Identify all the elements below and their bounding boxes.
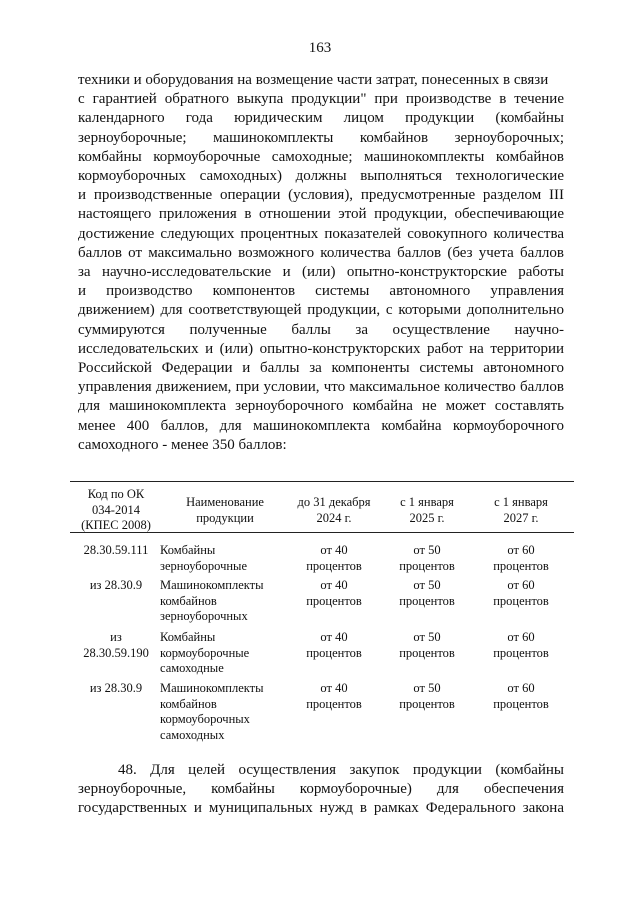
text-line: зерноуборочные; машинокомплекты комбайнов зерноуборочных; bbox=[78, 129, 564, 146]
cell-line: процентов bbox=[306, 558, 362, 573]
text-line: и производственные операции (условия), предусмотренные разделом III bbox=[78, 187, 564, 204]
table-top-rule bbox=[70, 481, 574, 482]
cell-line: процентов bbox=[493, 593, 549, 608]
header-line: с 1 января bbox=[494, 495, 548, 509]
paragraph-48 bbox=[78, 761, 564, 819]
header-line: 2025 г. bbox=[409, 510, 445, 525]
header-line: Код по ОК bbox=[87, 487, 145, 501]
cell-line: от 40 bbox=[320, 578, 348, 592]
text-line: календарного года юридическим лицом продукции (комбайны bbox=[78, 110, 564, 127]
text-line: Российской Федерации и баллы за компоненты системы автономного bbox=[78, 360, 564, 377]
cell-line: от 50 bbox=[413, 630, 441, 644]
row-name bbox=[160, 578, 290, 625]
header-line: 2024 г. bbox=[316, 510, 352, 525]
cell-line: из bbox=[110, 630, 122, 644]
cell-line: процентов bbox=[399, 593, 455, 608]
header-2027 bbox=[474, 495, 568, 526]
cell-line: из 28.30.9 bbox=[89, 578, 143, 592]
text-line: государственных и муниципальных нужд в рамках Федерального закона bbox=[78, 800, 564, 817]
cell-line: комбайнов bbox=[160, 593, 217, 608]
text-line: управления движением, при условии, что максимальное количество баллов bbox=[78, 379, 564, 396]
row-code bbox=[72, 681, 160, 697]
header-code bbox=[72, 487, 160, 534]
row-value-2024 bbox=[288, 578, 380, 609]
header-line: 2027 г. bbox=[503, 510, 539, 525]
cell-line: кормоуборочные bbox=[160, 645, 250, 660]
row-value-2027 bbox=[474, 578, 568, 609]
row-value-2027 bbox=[474, 681, 568, 712]
cell-line: процентов bbox=[306, 696, 362, 711]
row-value-2027 bbox=[474, 630, 568, 661]
text-line: достижение следующих процентных показателей совокупного количества bbox=[78, 225, 564, 242]
header-line: (КПЕС 2008) bbox=[81, 518, 151, 532]
row-name bbox=[160, 543, 290, 574]
text-line: исследовательских и (или) опытно-конструкторских работ на территории bbox=[78, 340, 564, 357]
cell-line: 28.30.59.111 bbox=[83, 543, 149, 557]
text-line: зерноуборочные, комбайны кормоуборочные) для обеспечения bbox=[78, 781, 564, 798]
text-line: и производство компонентов системы автономного управления bbox=[78, 283, 564, 300]
text-line: за научно-исследовательские и (или) опытно-конструкторские работы bbox=[78, 264, 564, 281]
cell-line: Комбайны bbox=[160, 543, 216, 557]
text-line: суммируются полученные баллы за осуществление научно- bbox=[78, 321, 564, 338]
cell-line: процентов bbox=[493, 558, 549, 573]
text-line: настоящего приложения в отношении этой продукции, обеспечивающие bbox=[78, 206, 564, 223]
text-line: менее 400 баллов, для машинокомплекта комбайна кормоуборочного bbox=[78, 417, 564, 434]
row-name bbox=[160, 681, 290, 743]
cell-line: процентов bbox=[306, 645, 362, 660]
row-name bbox=[160, 630, 290, 677]
cell-line: самоходных bbox=[160, 727, 225, 742]
row-value-2024 bbox=[288, 681, 380, 712]
text-line: с гарантией обратного выкупа продукции" при производстве в течение bbox=[78, 91, 564, 108]
cell-line: зерноуборочные bbox=[160, 558, 247, 573]
row-code bbox=[72, 630, 160, 661]
cell-line: процентов bbox=[306, 593, 362, 608]
cell-line: из 28.30.9 bbox=[89, 681, 143, 695]
row-value-2027 bbox=[474, 543, 568, 574]
text-line: для машинокомплекта зерноуборочного комбайна не может составлять bbox=[78, 398, 564, 415]
row-value-2024 bbox=[288, 630, 380, 661]
cell-line: комбайнов bbox=[160, 696, 217, 711]
text-line: комбайны кормоуборочные самоходные; машинокомплекты комбайнов bbox=[78, 148, 564, 165]
header-name bbox=[160, 495, 290, 526]
cell-line: процентов bbox=[399, 645, 455, 660]
cell-line: процентов bbox=[399, 558, 455, 573]
text-line: техники и оборудования на возмещение части затрат, понесенных в связи bbox=[78, 72, 549, 88]
header-line: до 31 декабря bbox=[297, 495, 371, 509]
cell-line: от 60 bbox=[507, 681, 535, 695]
header-line: продукции bbox=[196, 510, 254, 525]
cell-line: от 40 bbox=[320, 681, 348, 695]
page-number: 163 bbox=[308, 40, 332, 56]
cell-line: процентов bbox=[493, 645, 549, 660]
text-line: самоходного - менее 350 баллов: bbox=[78, 436, 287, 453]
text-line: 48. Для целей осуществления закупок продукции (комбайны bbox=[118, 762, 564, 778]
row-value-2025 bbox=[380, 543, 474, 574]
cell-line: от 40 bbox=[320, 630, 348, 644]
row-code bbox=[72, 578, 160, 594]
row-value-2025 bbox=[380, 630, 474, 661]
row-value-2025 bbox=[380, 681, 474, 712]
row-value-2025 bbox=[380, 578, 474, 609]
cell-line: от 60 bbox=[507, 578, 535, 592]
cell-line: от 60 bbox=[507, 630, 535, 644]
intro-paragraph bbox=[78, 71, 564, 455]
cell-line: от 60 bbox=[507, 543, 535, 557]
cell-line: 28.30.59.190 bbox=[83, 645, 149, 660]
cell-line: процентов bbox=[399, 696, 455, 711]
text-line: движением) для соответствующей продукции, с которыми дополнительно bbox=[78, 302, 564, 319]
cell-line: самоходные bbox=[160, 661, 224, 675]
cell-line: от 50 bbox=[413, 543, 441, 557]
row-value-2024 bbox=[288, 543, 380, 574]
header-line: Наименование bbox=[186, 495, 264, 509]
text-line: баллов от максимально возможного количества баллов (без учета баллов bbox=[78, 244, 564, 261]
row-code bbox=[72, 543, 160, 559]
cell-line: от 40 bbox=[320, 543, 348, 557]
header-2025 bbox=[380, 495, 474, 526]
text-line: кормоуборочных самоходных) должны выполняться технологические bbox=[78, 168, 564, 185]
cell-line: от 50 bbox=[413, 681, 441, 695]
header-2024 bbox=[288, 495, 380, 526]
cell-line: Машинокомплекты bbox=[160, 681, 264, 695]
cell-line: кормоуборочных bbox=[160, 712, 250, 726]
header-line: с 1 января bbox=[400, 495, 454, 509]
cell-line: зерноуборочных bbox=[160, 609, 248, 623]
cell-line: процентов bbox=[493, 696, 549, 711]
header-line: 034-2014 bbox=[92, 502, 140, 517]
cell-line: от 50 bbox=[413, 578, 441, 592]
cell-line: Комбайны bbox=[160, 630, 216, 644]
cell-line: Машинокомплекты bbox=[160, 578, 264, 592]
